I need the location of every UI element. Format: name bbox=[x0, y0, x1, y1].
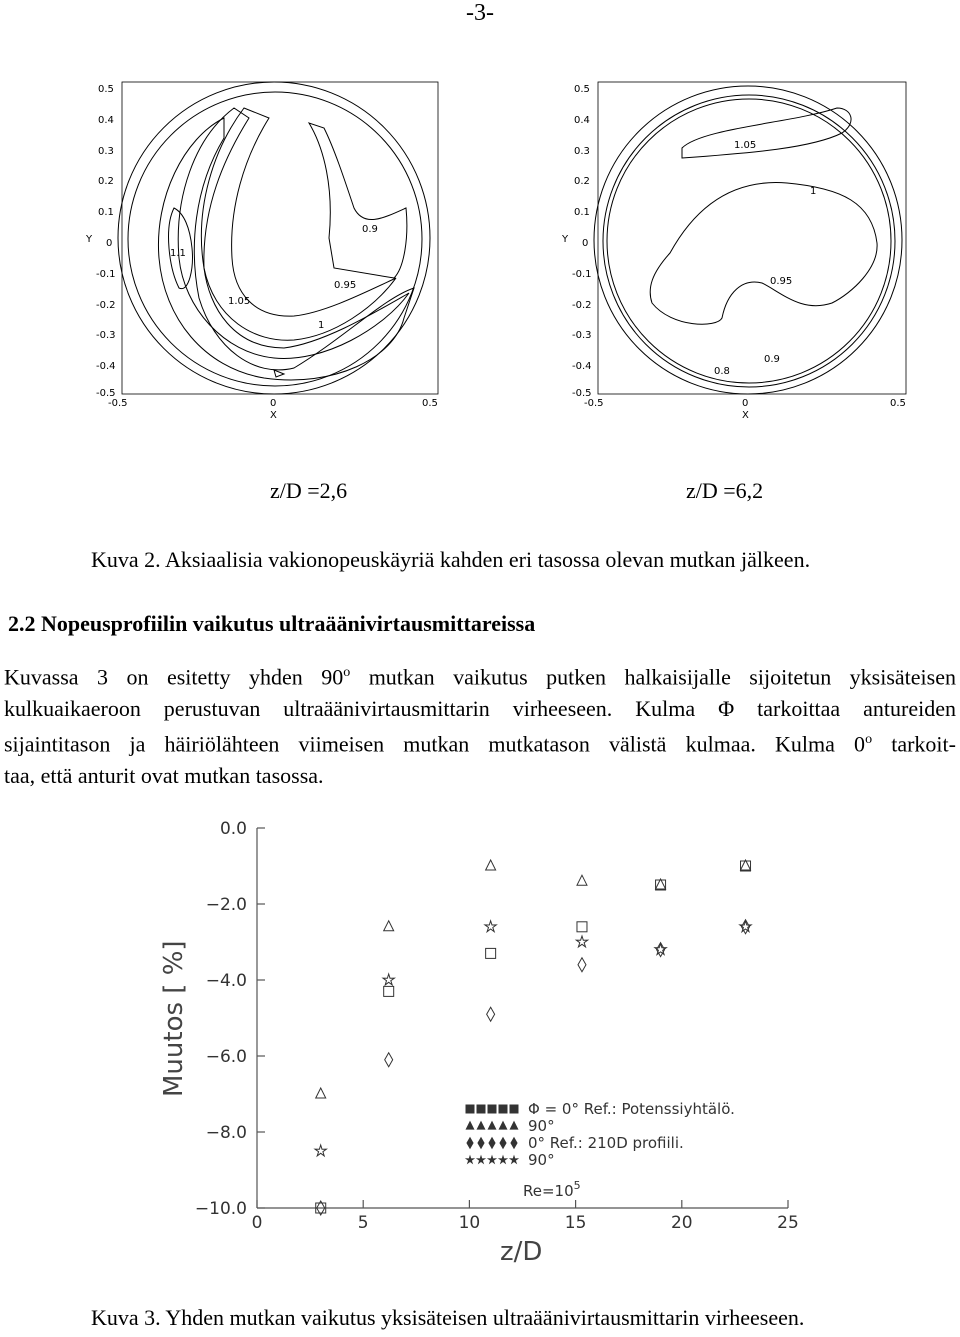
y-tick: -0.4 bbox=[572, 361, 592, 372]
x-tick-label: 15 bbox=[564, 1213, 587, 1233]
legend-star-marker bbox=[476, 1155, 486, 1165]
x-tick: -0.5 bbox=[584, 398, 604, 409]
reynolds-exponent: 5 bbox=[573, 1179, 581, 1192]
body-paragraph bbox=[4, 657, 956, 792]
y-tick: -0.1 bbox=[572, 269, 592, 280]
star-point bbox=[485, 921, 496, 932]
section-heading: 2.2 Nopeusprofiilin vaikutus ultraäänivirtausmittareissa bbox=[8, 611, 536, 636]
legend-triangle-marker bbox=[510, 1121, 519, 1130]
x-tick: 0.5 bbox=[422, 398, 438, 409]
legend-star-marker bbox=[465, 1155, 475, 1165]
contour-labels-right bbox=[714, 140, 816, 377]
legend-square-marker bbox=[477, 1105, 486, 1114]
legend-square-marker bbox=[499, 1105, 508, 1114]
y-tick-label: −2.0 bbox=[205, 895, 247, 915]
page-number: -3- bbox=[466, 0, 494, 26]
square-point bbox=[486, 948, 496, 958]
paragraph-line-4: taa, että anturit ovat mutkan tasossa. bbox=[4, 763, 324, 789]
figure3-caption: Kuva 3. Yhden mutkan vaikutus yksisäteisen ultraäänivirtausmittarin virheeseen. bbox=[91, 1305, 805, 1330]
y-tick: 0.1 bbox=[574, 207, 590, 218]
x-tick-label: 20 bbox=[670, 1213, 693, 1233]
contour-label: 0.95 bbox=[770, 276, 793, 287]
x-tick: -0.5 bbox=[108, 398, 128, 409]
legend-square-marker bbox=[466, 1105, 475, 1114]
y-tick-label: −4.0 bbox=[205, 971, 247, 991]
triangle-point bbox=[384, 921, 394, 931]
y-axis-label: Y bbox=[562, 234, 569, 245]
y-tick: 0.3 bbox=[98, 146, 114, 157]
legend-diamond-marker bbox=[510, 1137, 517, 1150]
legend-label: Φ = 0° Ref.: Potenssiyhtälö. bbox=[528, 1100, 735, 1118]
x-tick: 0 bbox=[742, 398, 749, 409]
diamond-point bbox=[578, 958, 586, 972]
diamond-point bbox=[385, 1053, 393, 1067]
legend-triangle-marker bbox=[466, 1121, 475, 1130]
y-tick: -0.2 bbox=[96, 300, 116, 311]
y-tick: 0.4 bbox=[574, 115, 590, 126]
contour-label: 0.8 bbox=[714, 366, 730, 377]
contour-label: 0.9 bbox=[764, 354, 780, 365]
y-tick: -0.3 bbox=[96, 330, 116, 341]
caption-zd-right: z/D =6,2 bbox=[686, 478, 764, 503]
y-tick-label: 0.0 bbox=[219, 819, 247, 839]
y-tick: 0 bbox=[582, 238, 589, 249]
y-tick: -0.1 bbox=[96, 269, 116, 280]
star-point bbox=[576, 936, 587, 947]
legend-triangle-marker bbox=[477, 1121, 486, 1130]
contour-lines-right bbox=[594, 86, 902, 394]
square-point bbox=[384, 986, 394, 996]
y-tick: 0.2 bbox=[574, 176, 590, 187]
error-chart bbox=[150, 812, 830, 1272]
x-tick: 0.5 bbox=[890, 398, 906, 409]
y-tick: 0.5 bbox=[574, 84, 590, 95]
y-tick-label: −10.0 bbox=[194, 1199, 247, 1219]
y-tick-label: −6.0 bbox=[205, 1047, 247, 1067]
star-point bbox=[383, 974, 394, 985]
contour-label: 0.95 bbox=[334, 280, 357, 291]
legend-label: 0° Ref.: 210D profiili. bbox=[528, 1134, 684, 1152]
legend-star-marker bbox=[498, 1155, 508, 1165]
legend-square-marker bbox=[510, 1105, 519, 1114]
y-ticks-right bbox=[561, 84, 906, 421]
y-axis-label: Muutos [ %] bbox=[159, 940, 189, 1097]
star-point bbox=[740, 921, 751, 932]
legend-star-marker bbox=[509, 1155, 519, 1165]
star-point bbox=[315, 1145, 326, 1156]
legend-triangle-marker bbox=[499, 1121, 508, 1130]
x-tick-label: 10 bbox=[458, 1213, 481, 1233]
legend-diamond-marker bbox=[488, 1137, 495, 1150]
contour-label: 1 bbox=[810, 186, 817, 197]
y-tick: -0.2 bbox=[572, 300, 592, 311]
y-tick: 0.2 bbox=[98, 176, 114, 187]
paragraph-line-1: Kuvassa 3 on esitetty yhden 90$^o$ mutkan vaikutus putken halkaisijalle sijoitetun yksisäteisen bbox=[4, 664, 956, 690]
y-axis-label: Y bbox=[86, 234, 93, 245]
legend-label: 90° bbox=[528, 1117, 555, 1135]
triangle-point bbox=[486, 860, 496, 870]
contour-lines-left bbox=[118, 82, 430, 394]
legend-diamond-marker bbox=[466, 1137, 473, 1150]
y-tick: -0.3 bbox=[572, 330, 592, 341]
paragraph-line-3: sijaintitason ja häiriölähteen viimeisen mutkan mutkatason välistä kulmaa. Kulma 0$^o$ tarkoit- bbox=[4, 731, 956, 757]
legend-label: 90° bbox=[528, 1151, 555, 1169]
x-axis-label: X bbox=[742, 410, 749, 421]
legend-star-marker bbox=[487, 1155, 497, 1165]
diamond-point bbox=[487, 1007, 495, 1021]
x-axis-label: z/D bbox=[500, 1237, 543, 1267]
y-tick-label: −8.0 bbox=[205, 1123, 247, 1143]
y-tick: 0.5 bbox=[98, 84, 114, 95]
y-tick: 0 bbox=[106, 238, 113, 249]
contour-plot-left bbox=[84, 78, 454, 428]
legend-triangle-marker bbox=[488, 1121, 497, 1130]
triangle-point bbox=[577, 875, 587, 885]
contour-label: 1.1 bbox=[170, 248, 186, 259]
x-tick-label: 5 bbox=[357, 1213, 369, 1233]
y-tick: -0.5 bbox=[572, 388, 592, 399]
y-tick: -0.4 bbox=[96, 361, 116, 372]
legend-diamond-marker bbox=[477, 1137, 484, 1150]
legend-square-marker bbox=[488, 1105, 497, 1114]
contour-label: 0.9 bbox=[362, 224, 378, 235]
y-ticks-left bbox=[85, 84, 438, 421]
y-tick: 0.1 bbox=[98, 207, 114, 218]
y-tick: 0.3 bbox=[574, 146, 590, 157]
caption-zd-left: z/D =2,6 bbox=[270, 478, 348, 503]
contour-label: 1.05 bbox=[228, 296, 251, 307]
y-tick: 0.4 bbox=[98, 115, 114, 126]
legend-diamond-marker bbox=[499, 1137, 506, 1150]
contour-plot-right bbox=[552, 78, 922, 428]
x-tick-label: 0 bbox=[251, 1213, 263, 1233]
figure2-caption: Kuva 2. Aksiaalisia vakionopeuskäyriä kahden eri tasossa olevan mutkan jälkeen. bbox=[91, 547, 811, 572]
x-tick-label: 25 bbox=[777, 1213, 799, 1233]
paragraph-line-2: kulkuaikaeroon perustuvan ultraäänivirtausmittarin virheeseen. Kulma Φ tarkoittaa antureiden bbox=[4, 695, 956, 721]
x-tick: 0 bbox=[270, 398, 277, 409]
y-tick: -0.5 bbox=[96, 388, 116, 399]
x-axis-label: X bbox=[270, 410, 277, 421]
square-point bbox=[577, 922, 587, 932]
contour-label: 1.05 bbox=[734, 140, 757, 151]
triangle-point bbox=[316, 1088, 326, 1098]
star-point bbox=[655, 944, 666, 955]
reynolds-annotation: $Re=10^5$ bbox=[523, 1179, 581, 1200]
contour-label: 1 bbox=[318, 320, 325, 331]
